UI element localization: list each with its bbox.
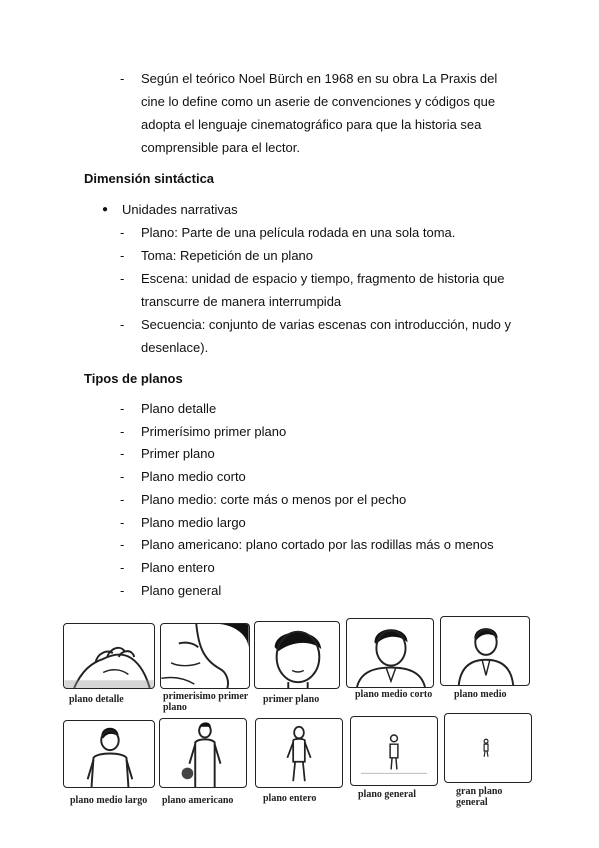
- caption: plano general: [358, 789, 417, 800]
- list-item: Plano medio corto: [141, 469, 246, 484]
- list-item: Plano medio largo: [141, 515, 246, 530]
- shot-panel-closeup: [254, 621, 340, 689]
- shot-panel-medium-closeup: [346, 618, 434, 688]
- list-item: Plano medio: corte más o menos por el pecho: [141, 492, 407, 507]
- dash-marker: -: [120, 424, 125, 439]
- list-item: Plano detalle: [141, 401, 217, 416]
- hand-illustration-icon: [64, 624, 154, 688]
- intro-line: adopta el lenguaje cinematográfico para que la historia sea: [141, 117, 482, 132]
- list-item: Primer plano: [141, 446, 215, 461]
- section-heading: Dimensión sintáctica: [84, 171, 215, 186]
- list-item: Plano entero: [141, 560, 215, 575]
- shot-panel-medium: [440, 616, 530, 686]
- shot-panel-full: [255, 718, 343, 788]
- list-item: Plano: Parte de una película rodada en una sola toma.: [141, 225, 456, 240]
- figure-waist-icon: [64, 721, 154, 787]
- small-figure-icon: [351, 717, 437, 785]
- caption: plano americano: [162, 795, 234, 806]
- shot-panel-detail: [63, 623, 155, 689]
- intro-line: Según el teórico Noel Bürch en 1968 en su obra La Praxis del: [141, 71, 498, 86]
- dash-marker: -: [120, 317, 125, 332]
- dash-marker: -: [120, 401, 125, 416]
- list-item: Secuencia: conjunto de varias escenas con introducción, nudo y: [141, 317, 512, 332]
- bullet-label: Unidades narrativas: [122, 202, 238, 217]
- caption: plano medio corto: [355, 689, 433, 700]
- dash-marker: -: [120, 446, 125, 461]
- caption: plano medio: [454, 689, 507, 700]
- intro-line: comprensible para el lector.: [141, 140, 300, 155]
- list-item: Toma: Repetición de un plano: [141, 248, 314, 263]
- list-item-continuation: transcurre de manera interrumpida: [141, 294, 342, 309]
- caption: primer plano: [263, 694, 320, 705]
- shot-panel-general: [350, 716, 438, 786]
- shot-panel-american: [159, 718, 247, 788]
- section-heading: Tipos de planos: [84, 371, 183, 386]
- dash-marker: -: [120, 583, 125, 598]
- dash-marker: -: [120, 492, 125, 507]
- full-figure-icon: [256, 719, 342, 787]
- list-item: Primerísimo primer plano: [141, 424, 287, 439]
- figure-knees-icon: [160, 719, 246, 787]
- caption: primerisimo primer plano: [163, 691, 249, 713]
- caption: gran plano general: [456, 786, 503, 808]
- dash-marker: -: [120, 469, 125, 484]
- dash-marker: -: [120, 537, 125, 552]
- list-item: Escena: unidad de espacio y tiempo, fragmento de historia que: [141, 271, 505, 286]
- caption: plano entero: [263, 793, 317, 804]
- bust-icon: [347, 619, 433, 687]
- head-closeup-icon: [255, 622, 339, 688]
- dash-marker: -: [120, 71, 125, 86]
- dash-marker: -: [120, 271, 125, 286]
- shot-panel-extreme-closeup: [160, 623, 250, 689]
- shot-panel-extreme-long: [444, 713, 532, 783]
- half-body-icon: [441, 617, 529, 685]
- face-closeup-icon: [161, 624, 249, 688]
- dash-marker: -: [120, 515, 125, 530]
- dash-marker: -: [120, 560, 125, 575]
- intro-line: cine lo define como un aserie de convenciones y códigos que: [141, 94, 496, 109]
- shot-panel-medium-long: [63, 720, 155, 788]
- list-item: Plano general: [141, 583, 222, 598]
- list-item-continuation: desenlace).: [141, 340, 209, 355]
- dash-marker: -: [120, 248, 125, 263]
- caption: plano medio largo: [70, 795, 148, 806]
- caption: plano detalle: [69, 694, 124, 705]
- tiny-figure-icon: [445, 714, 531, 782]
- dash-marker: -: [120, 225, 125, 240]
- list-item: Plano americano: plano cortado por las rodillas más o menos: [141, 537, 494, 552]
- bullet-marker: ●: [102, 204, 109, 215]
